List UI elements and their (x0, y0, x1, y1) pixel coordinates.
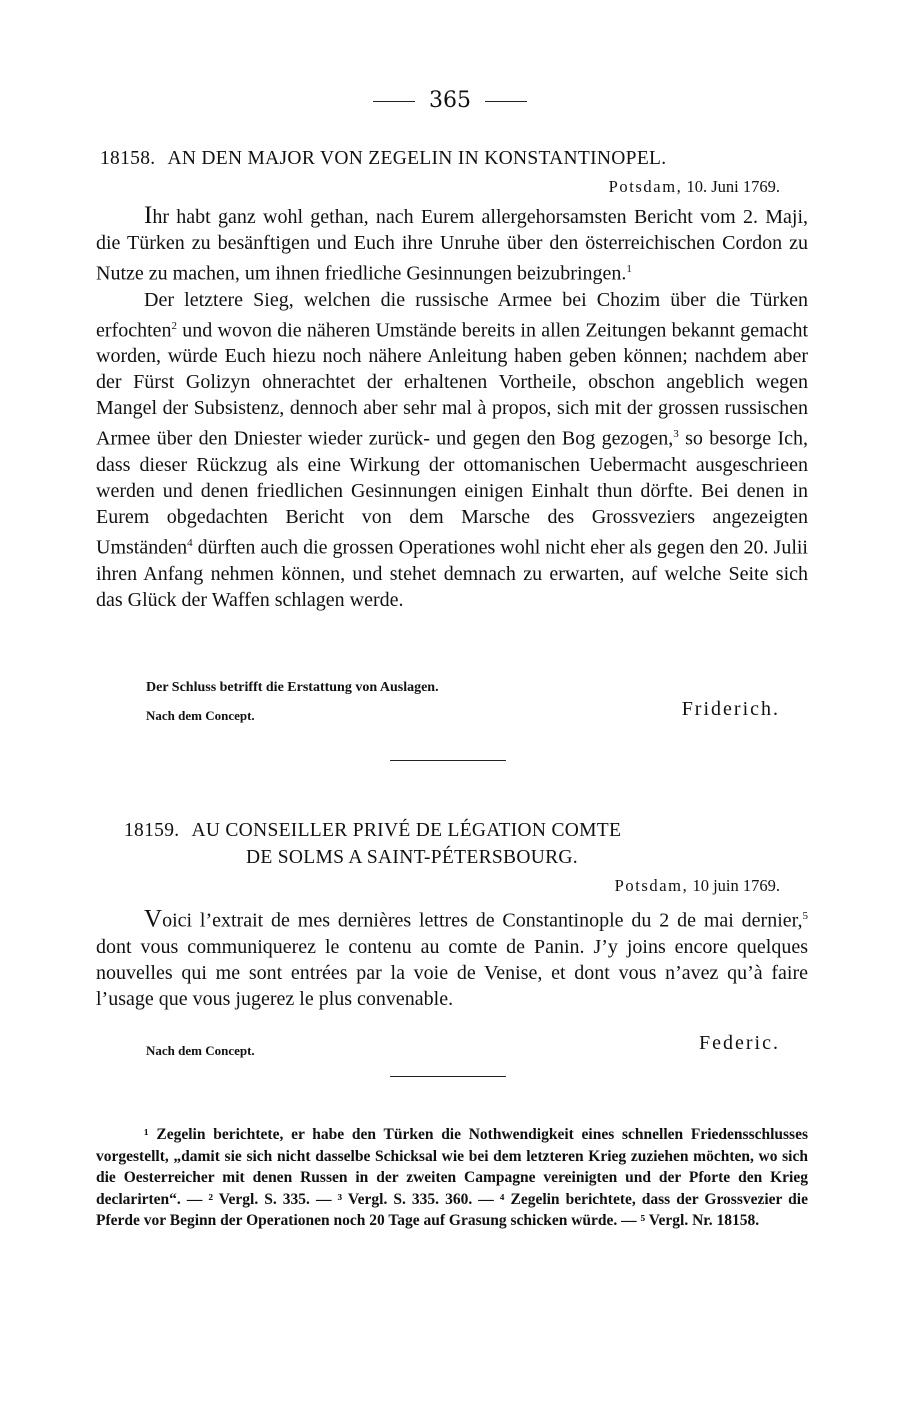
letter1-heading (100, 145, 810, 172)
separator-rule-1 (390, 760, 506, 761)
letter1-paragraph-1-text: hr habt ganz wohl gethan, nach Eurem allergehorsamsten Bericht vom 2. Maji, die Türken zu besänftigen und Euch ihre Unruhe über den österreichischen Cordon zu Nutze zu machen, um ihnen friedliche Gesinnungen beizubringen. (96, 206, 808, 285)
letter1-p2-part-c: so besorge Ich, dass dieser Rückzug als eine Wirkung der ottomanischen Uebermacht ausgeschrieen werden und denen friedlichen Gesinnungen einigen Einhalt thun dörfte. Bei denen in Eurem obgedachten Bericht von dem Marsche des Grossveziers angezeigten Umständen (96, 427, 808, 559)
letter2-number: 18159. (124, 820, 180, 841)
letter2-note-concept: Nach dem Concept. (146, 1043, 255, 1058)
letter2-p1-part-b: dont vous communiquerez le contenu au comte de Panin. J’y joins encore quelques nouvelles qui me sont entrées par la voie de Venise, et dont vous n’avez qu’à faire l’usage que vous jugerez le plus convenable. (96, 935, 808, 1010)
letter2-heading (124, 817, 814, 871)
letter2-initial: V (144, 905, 163, 933)
letter2-place-date (615, 876, 780, 896)
letter1-date: 10. Juni 1769. (686, 177, 780, 196)
letter1-p2-part-d: dürften auch die grossen Operationes wohl nicht eher als gegen den 20. Julii ihren Anfang nehmen können, und stehet demnach zu erwarten, auf welche Seite sich das Glück der Waffen schlagen werde. (96, 536, 808, 611)
page-number-dash-left (373, 101, 415, 102)
letter1-initial: I (144, 202, 153, 229)
letter1-signature: Friderich. (681, 698, 780, 720)
letter2-body (96, 903, 808, 1012)
footnote-ref-5: 5 (802, 910, 808, 922)
page-number (0, 88, 900, 113)
page-number-text: 365 (429, 88, 471, 113)
letter2-place: Potsdam, (614, 876, 689, 895)
letter2-title-line-2: DE SOLMS A SAINT-PÉTERSBOURG. (246, 847, 578, 868)
letter2-signature: Federic. (699, 1032, 780, 1054)
letter1-paragraph-2 (96, 287, 808, 613)
letter1-place: Potsdam, (608, 177, 683, 196)
letter1-body (96, 203, 808, 613)
letter2-title-line-1: AU CONSEILLER PRIVÉ DE LÉGATION COMTE (191, 820, 622, 841)
letter1-paragraph-1 (96, 203, 808, 287)
footnotes (96, 1124, 808, 1232)
letter1-title: AN DEN MAJOR VON ZEGELIN IN KONSTANTINOPEL. (167, 148, 667, 169)
footnote-ref-4: 4 (187, 536, 193, 549)
letter1-p2-part-a: Der letztere Sieg, welchen die russische Armee bei Chozim über die Türken erfochten (96, 288, 808, 342)
letter2-date: 10 juin 1769. (692, 876, 780, 895)
letter1-place-date (609, 177, 780, 197)
letter2-heading-line-1 (124, 817, 814, 844)
page-number-dash-right (485, 101, 527, 102)
letter1-p2-part-b: und wovon die näheren Umstände bereits in allen Zeitungen bekannt gemacht worden, würde Euch hiezu noch nähere Anleitung haben geben können; nachdem aber der Fürst Golizyn ohnerachtet der erhaltenen Vortheile, obschon angeblich wegen Mangel der Subsistenz, dennoch aber sehr mal à propos, sich mit der grossen russischen Armee über den Dniester wieder zurück- und gegen den Bog gezogen, (96, 319, 808, 450)
letter1-note-concept: Nach dem Concept. (146, 708, 255, 723)
letter1-note-auslagen: Der Schluss betrifft die Erstattung von Auslagen. (146, 680, 439, 695)
footnote-ref-1: 1 (626, 263, 632, 275)
footnote-ref-2: 2 (171, 319, 178, 332)
footnotes-text: ¹ Zegelin berichtete, er habe den Türken die Nothwendigkeit eines schnellen Friedensschlusses vorgestellt, „damit sie sich nicht dasselbe Schicksal wie bei dem letzteren Krieg zuziehen möchten, wo sich die Oesterreicher mit denen Russen in der zweiten Campagne vereinigten und der Pforte den Krieg declarirten“. — ² Vergl. S. 335. — ³ Vergl. S. 335. 360. — ⁴ Zegelin berichtete, dass der Grossvezier die Pferde vor Beginn der Operationen noch 20 Tage auf Grasung schicken würde. — ⁵ Vergl. Nr. 18158. (96, 1126, 808, 1229)
letter1-number: 18158. (100, 148, 156, 169)
letter2-p1-part-a: oici l’extrait de mes dernières lettres de Constantinople du 2 de mai dernier, (162, 909, 803, 932)
letter2-paragraph-1 (96, 903, 808, 1012)
footnote-ref-3: 3 (673, 428, 679, 441)
separator-rule-2 (390, 1076, 506, 1077)
